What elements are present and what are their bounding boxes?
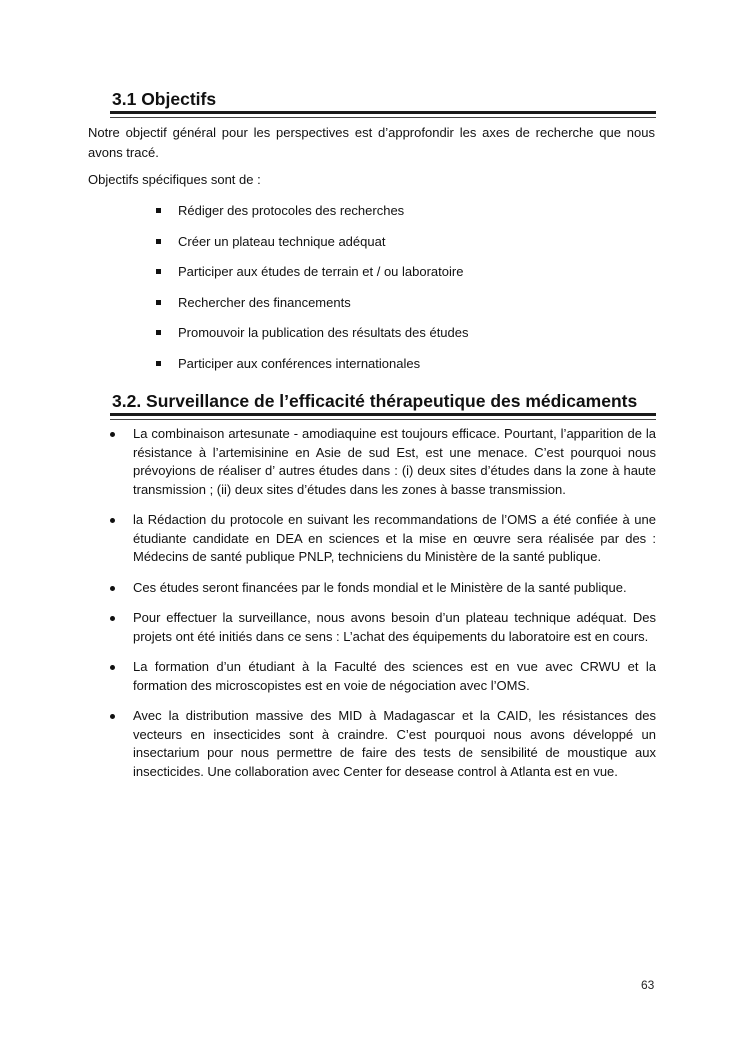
list-item: La formation d’un étudiant à la Faculté des sciences est en vue avec CRWU et la formation des microscopistes est en voie de négociation avec l’OMS. [110,658,656,695]
list-item: Ces études seront financées par le fonds mondial et le Ministère de la santé publique. [110,579,656,598]
round-bullet-icon [110,665,115,670]
list-item: La combinaison artesunate - amodiaquine est toujours efficace. Pourtant, l’apparition de la résistance à l’artemisinine en Asie de sud Est, est une menace. C’est pourquoi nous prévoyions de réaliser d’ autres études dans : (i) deux sites d’études dans la zone à haute transmission ; (ii) deux sites d’études dans les zones à basse transmission. [110,425,656,499]
round-bullet-icon [110,616,115,621]
square-bullet-icon [156,208,161,213]
section-heading-objectifs: 3.1 Objectifs [112,89,217,109]
heading-rule-thin [110,419,656,420]
general-objective-paragraph: Notre objectif général pour les perspectives est d’approfondir les axes de recherche que nous avons tracé. [88,125,655,160]
square-bullet-icon [156,269,161,274]
square-bullet-icon [156,330,161,335]
round-bullet-icon [110,432,115,437]
page-number: 63 [641,978,655,992]
list-item: la Rédaction du protocole en suivant les recommandations de l’OMS a été confiée à une étudiante candidate en DEA en sciences et la mise en œuvre sera réalisée par des : Médecins de santé publique PNLP, techniciens du Ministère de la santé publique. [110,511,656,567]
square-bullet-icon [156,300,161,305]
surveillance-points-list [110,425,656,793]
heading-rule-thick [110,413,656,416]
specific-objectives-intro: Objectifs spécifiques sont de : [88,172,261,187]
square-bullet-icon [156,239,161,244]
list-item: Avec la distribution massive des MID à Madagascar et la CAID, les résistances des vecteurs en insecticides sont à craindre. C’est pourquoi nous avons développé un insectarium pour nous permettre de faire des tests de sensibilité de moustique aux insecticides. Une collaboration avec Center for desease control à Atlanta est en vue. [110,707,656,781]
square-bullet-icon [156,361,161,366]
heading-rule-thick [110,111,656,114]
round-bullet-icon [110,714,115,719]
section-heading-surveillance: 3.2. Surveillance de l’efficacité thérapeutique des médicaments [112,391,638,411]
heading-rule-thin [110,117,656,118]
document-page: 3.1 Objectifs Notre objectif général pour les perspectives est d’approfondir les axes de recherche que nous avons tracé. Objectifs spécifiques sont de : Rédiger des protocoles des recherches Créer un plateau technique adéquat Participer aux études de terrain et / ou laboratoire Rechercher des financements Promouvoir la publication des résultats des études Participer aux conférences internationales 3.2. Surveillance de l’efficacité thérapeutique des médicaments La combinaison artesunate - amodiaquine est toujours efficace. Pourtant, l’apparition de la résistance à l’artemisinine en Asie de sud Est, est une menace. C’est pourquoi nous prévoyions de réaliser d’ autres études dans : (i) deux sites d’études dans la zone à haute transmission ; (ii) deux sites d’études dans les zones à basse transmission. la Rédaction du protocole en suivant les recommandations de l’OMS a été confiée à une étudiante candidate en DEA en sciences et la mise en œuvre sera réalisée par des : Médecins de santé publique PNLP, techniciens du Ministère de la santé publique. Ces études seront financées par le fonds mondial et le Ministère de la santé publique. Pour effectuer la surveillance, nous avons besoin d’un plateau technique adéquat. Des projets ont été initiés dans ce sens : L’achat des équipements du laboratoire est en cours. La formation d’un étudiant à la Faculté des sciences est en vue avec CRWU et la formation des microscopistes est en voie de négociation avec l’OMS. Avec la distribution massive des MID à Madagascar et la CAID, les résistances des vecteurs en insecticides sont à craindre. C’est pourquoi nous avons développé un insectarium pour nous permettre de faire des tests de sensibilité de moustique aux insecticides. Une collaboration avec Center for desease control à Atlanta est en vue. 63 [88,89,656,992]
round-bullet-icon [110,518,115,523]
list-item: Pour effectuer la surveillance, nous avons besoin d’un plateau technique adéquat. Des projets ont été initiés dans ce sens : L’achat des équipements du laboratoire est en cours. [110,609,656,646]
round-bullet-icon [110,586,115,591]
